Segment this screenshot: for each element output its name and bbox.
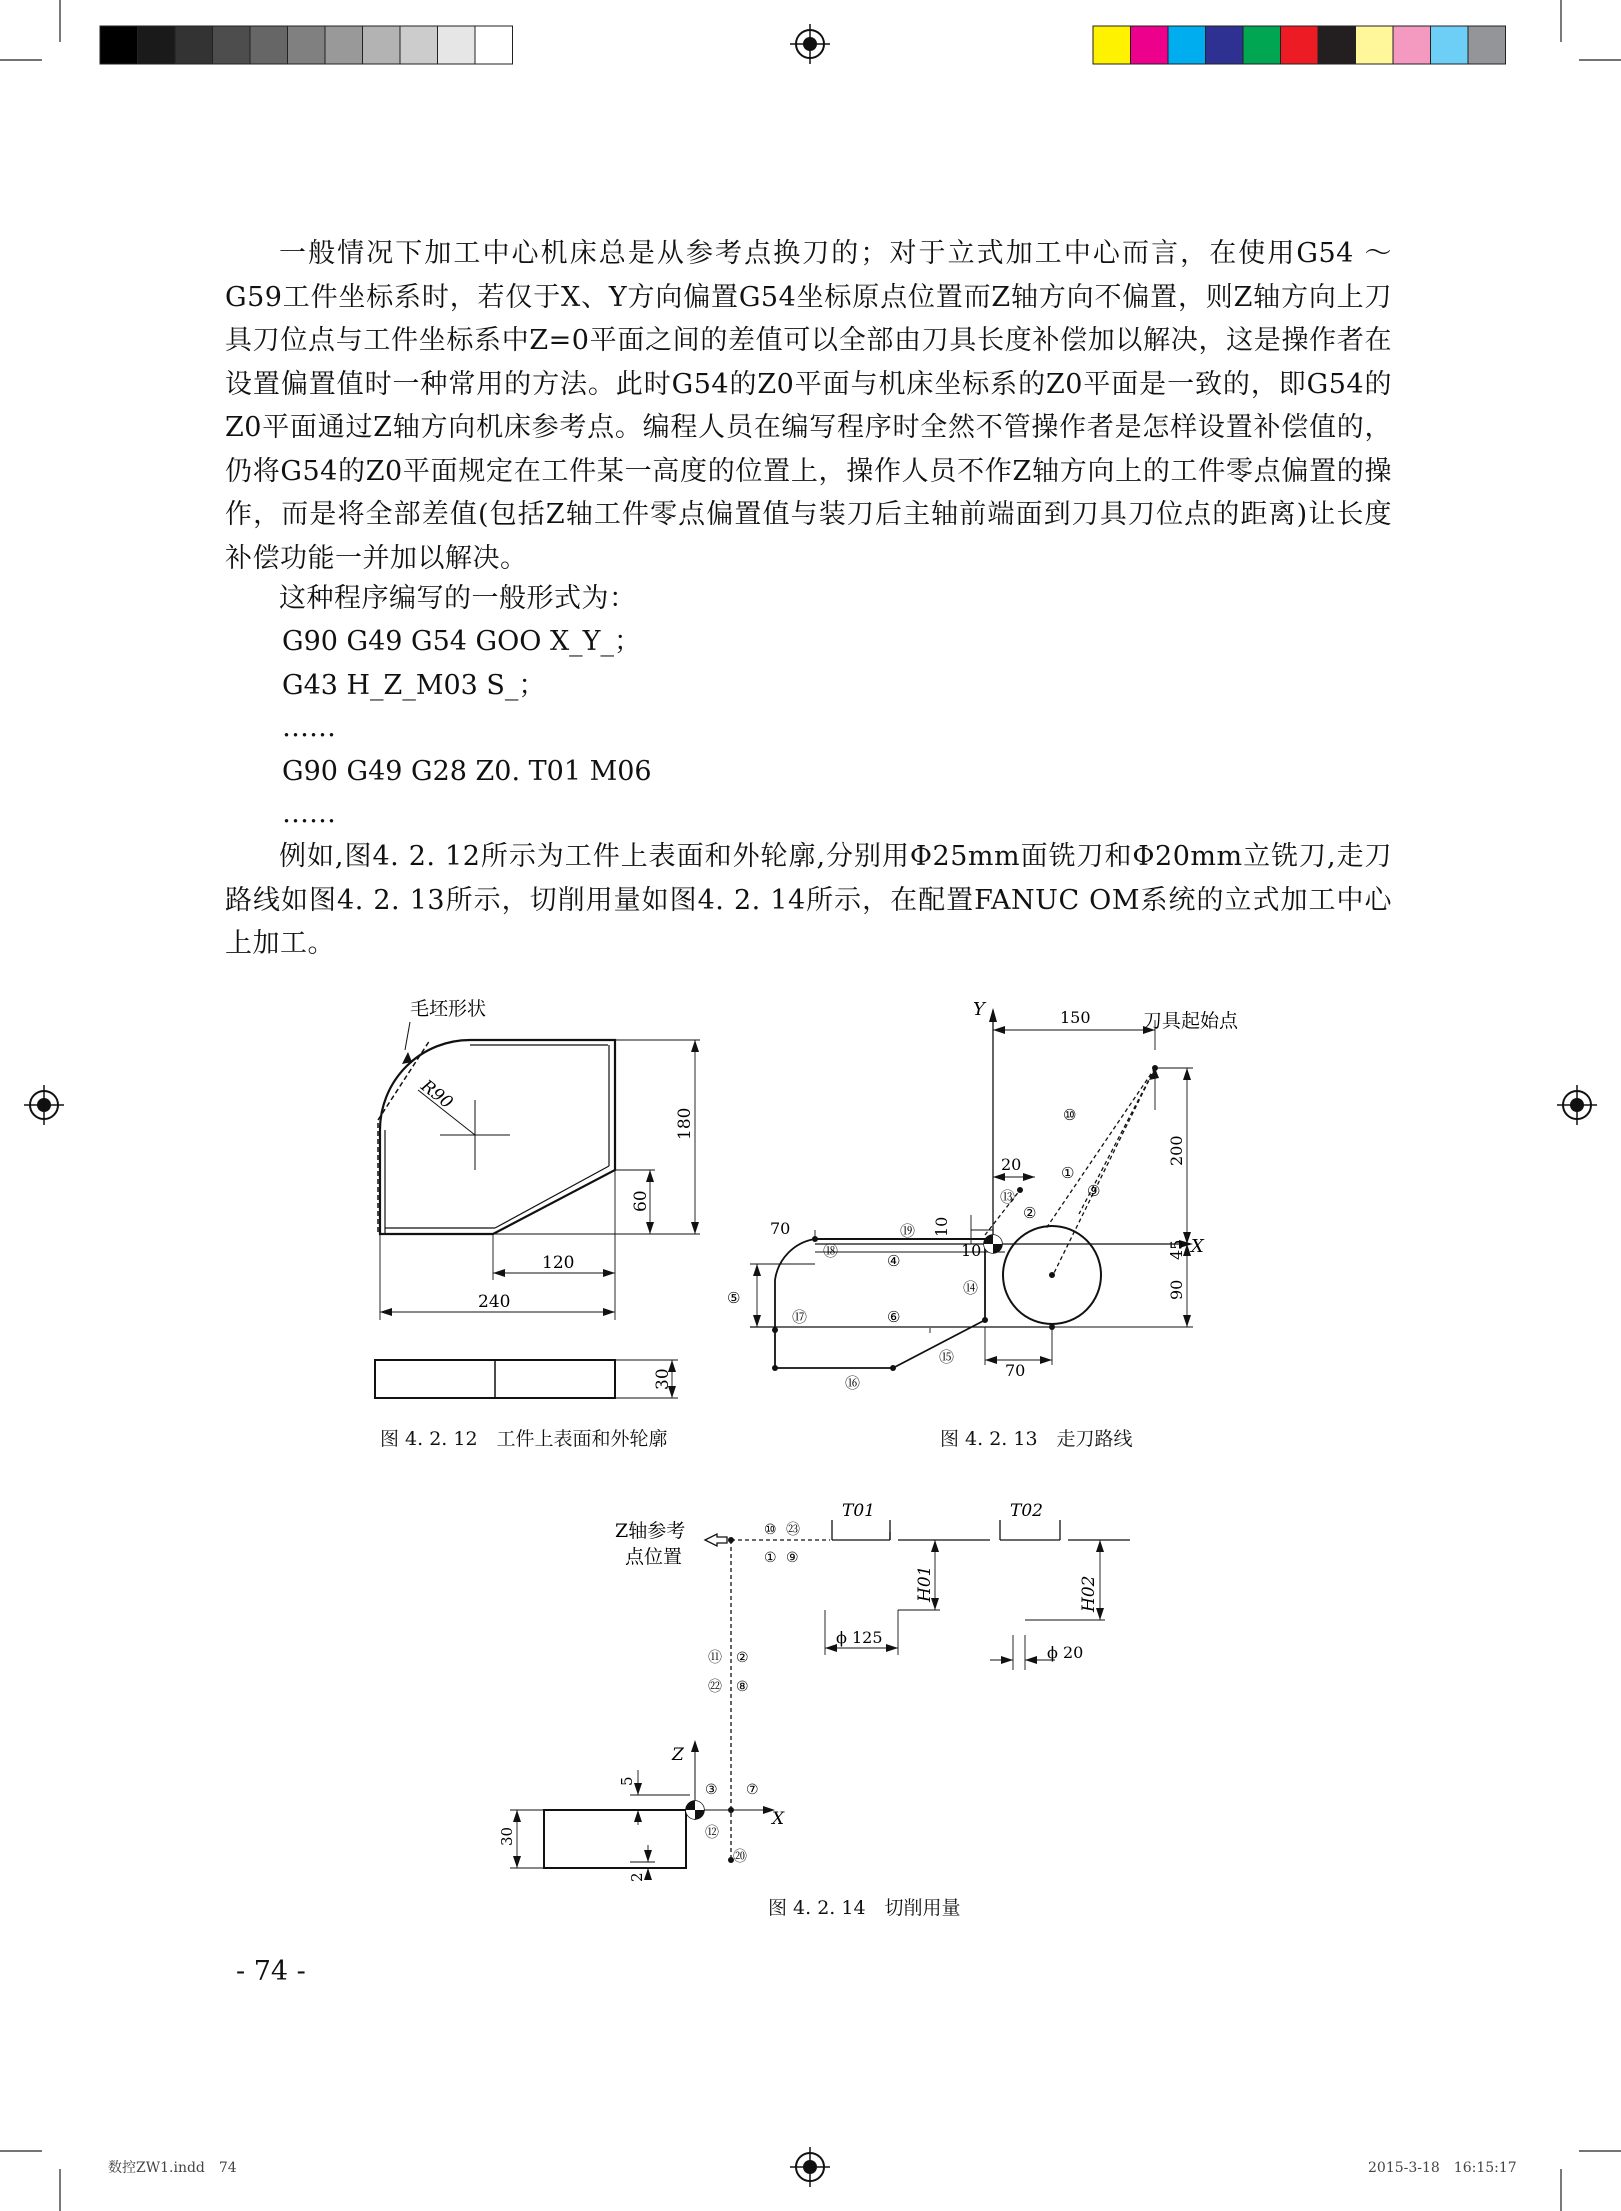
dim-5: 5	[618, 1776, 636, 1786]
path-marker: ①	[1061, 1164, 1075, 1182]
footer-timestamp: 2015-3-18 16:15:17	[1368, 2160, 1517, 2176]
color-swatch	[1206, 26, 1244, 64]
figure-4-2-14	[480, 1490, 1180, 1890]
color-swatch	[1318, 26, 1356, 64]
page-number: - 74 -	[236, 1956, 306, 1987]
dim-90: 90	[1167, 1279, 1186, 1300]
phi-125-label: ϕ 125	[836, 1628, 883, 1647]
path-marker: ⑲	[900, 1222, 916, 1240]
dim-20: 20	[1001, 1155, 1022, 1174]
blank-shape-label: 毛坯形状	[410, 998, 487, 1020]
color-swatch	[1468, 26, 1506, 64]
color-swatch	[475, 26, 513, 64]
path-marker: ⑮	[939, 1348, 955, 1366]
dim-200: 200	[1167, 1135, 1186, 1166]
axis-x-label: X	[772, 1809, 785, 1829]
dim-70-bottom: 70	[1005, 1361, 1026, 1380]
registration-mark-left	[24, 1085, 64, 1125]
path-marker: ⑪	[708, 1650, 722, 1666]
tool-t01-label: T01	[842, 1501, 875, 1521]
path-marker: ⑧	[736, 1679, 749, 1695]
code-line: ……	[282, 798, 336, 829]
path-marker: ⑫	[705, 1825, 719, 1841]
color-swatch	[1356, 26, 1394, 64]
color-bars	[1093, 26, 1506, 64]
dim-180: 180	[675, 1107, 695, 1140]
color-swatch	[1168, 26, 1206, 64]
paragraph-3: 例如,图4. 2. 12所示为工件上表面和外轮廓,分别用Φ25mm面铣刀和Φ20mm立铣刀,走刀路线如图4. 2. 13所示，切削用量如图4. 2. 14所示，在配置FANUC OM系统的立式加工中心上加工。	[225, 841, 1392, 959]
dim-30: 30	[498, 1826, 516, 1846]
dim-120: 120	[542, 1253, 575, 1273]
color-swatch	[1243, 26, 1281, 64]
registration-mark-right	[1557, 1085, 1597, 1125]
code-line: G90 G49 G28 Z0. T01 M06	[282, 756, 652, 787]
path-marker: ⑰	[792, 1308, 808, 1326]
dim-10-horizontal: 10	[961, 1241, 982, 1260]
path-marker: ⑥	[887, 1308, 901, 1326]
color-swatch	[1093, 26, 1131, 64]
dim-30: 30	[653, 1368, 673, 1390]
color-swatch	[363, 26, 401, 64]
registration-mark-top	[790, 24, 830, 64]
paragraph-2: 这种程序编写的一般形式为：	[279, 583, 637, 614]
radius-label: R90	[416, 1076, 457, 1114]
path-marker: ⑳	[733, 1849, 747, 1865]
code-line: ……	[282, 712, 336, 743]
figure-4-2-12	[360, 990, 720, 1450]
path-marker: ⑤	[727, 1289, 741, 1307]
path-marker: ④	[887, 1252, 901, 1270]
h02-label: H02	[1079, 1575, 1099, 1612]
color-swatch	[138, 26, 176, 64]
tool-t02-label: T02	[1010, 1501, 1043, 1521]
color-swatch	[100, 26, 138, 64]
color-swatch	[288, 26, 326, 64]
path-marker: ②	[736, 1650, 749, 1666]
path-marker: ⑨	[786, 1550, 799, 1566]
phi-20-label: ϕ 20	[1047, 1643, 1084, 1662]
path-marker: ㉓	[786, 1522, 800, 1538]
tool-start-label: 刀具起始点	[1143, 1010, 1239, 1032]
figure-4-2-12-caption: 图 4. 2. 12 工件上表面和外轮廓	[380, 1428, 668, 1450]
figure-4-2-13-caption: 图 4. 2. 13 走刀路线	[940, 1428, 1133, 1450]
color-swatch	[400, 26, 438, 64]
color-swatch	[1393, 26, 1431, 64]
paragraph-1: 一般情况下加工中心机床总是从参考点换刀的；对于立式加工中心而言，在使用G54 ～ G59工件坐标系时，若仅于X、Y方向偏置G54坐标原点位置而Z轴方向不偏置，则Z轴方向上刀具刀位点与工件坐标系中Z=0平面之间的差值可以全部由刀具长度补偿加以解决，这是操作者在设置偏置值时一种常用的方法。此时G54的Z0平面与机床坐标系的Z0平面是一致的，即G54的Z0平面通过Z轴方向机床参考点。编程人员在编写程序时全然不管操作者是怎样设置补偿值的，仍将G54的Z0平面规定在工件某一高度的位置上，操作人员不作Z轴方向上的工件零点偏置的操作，而是将全部差值(包括Z轴工件零点偏置值与装刀后主轴前端面到刀具刀位点的距离)让长度补偿功能一并加以解决。	[225, 238, 1392, 574]
registration-mark-bottom	[790, 2147, 830, 2187]
code-line: G43 H_Z_M03 S_；	[282, 670, 546, 701]
path-marker: ③	[705, 1782, 718, 1798]
dim-45: 45	[1167, 1239, 1186, 1260]
path-marker: ⑬	[1000, 1188, 1016, 1206]
path-marker: ①	[764, 1550, 777, 1566]
dim-150: 150	[1060, 1008, 1091, 1027]
path-marker: ⑦	[746, 1782, 759, 1798]
color-swatch	[1131, 26, 1169, 64]
z-ref-label-line1: Z轴参考	[615, 1520, 686, 1542]
color-swatch	[1281, 26, 1319, 64]
path-marker: ⑯	[845, 1374, 861, 1392]
color-swatch	[1431, 26, 1469, 64]
path-marker: ⑭	[963, 1279, 979, 1297]
dim-240: 240	[478, 1292, 511, 1312]
axis-x-label: X	[1191, 1236, 1204, 1257]
code-line: G90 G49 G54 GOO X_Y_；	[282, 626, 641, 657]
color-swatch	[213, 26, 251, 64]
color-swatch	[438, 26, 476, 64]
path-marker: ⑱	[823, 1242, 839, 1260]
color-swatch	[175, 26, 213, 64]
axis-z-label: Z	[672, 1745, 684, 1765]
dim-10-vertical: 10	[932, 1216, 951, 1237]
color-swatch	[250, 26, 288, 64]
h01-label: H01	[915, 1565, 935, 1602]
figure-4-2-14-caption: 图 4. 2. 14 切削用量	[768, 1897, 961, 1919]
dim-60: 60	[631, 1190, 651, 1212]
path-marker: ⑩	[1063, 1106, 1077, 1124]
footer-file-name: 数控ZW1.indd 74	[108, 2160, 237, 2176]
path-marker: ⑩	[764, 1522, 777, 1538]
path-marker: ②	[1023, 1204, 1037, 1222]
grayscale-bars	[100, 26, 513, 64]
dim-2: 2	[628, 1872, 646, 1882]
z-ref-label-line2: 点位置	[625, 1546, 683, 1568]
path-marker: ⑨	[1087, 1182, 1101, 1200]
path-marker: ㉒	[708, 1679, 722, 1695]
color-swatch	[325, 26, 363, 64]
figure-4-2-13	[715, 990, 1239, 1420]
axis-y-label: Y	[973, 999, 985, 1020]
dim-70-top: 70	[770, 1219, 791, 1238]
